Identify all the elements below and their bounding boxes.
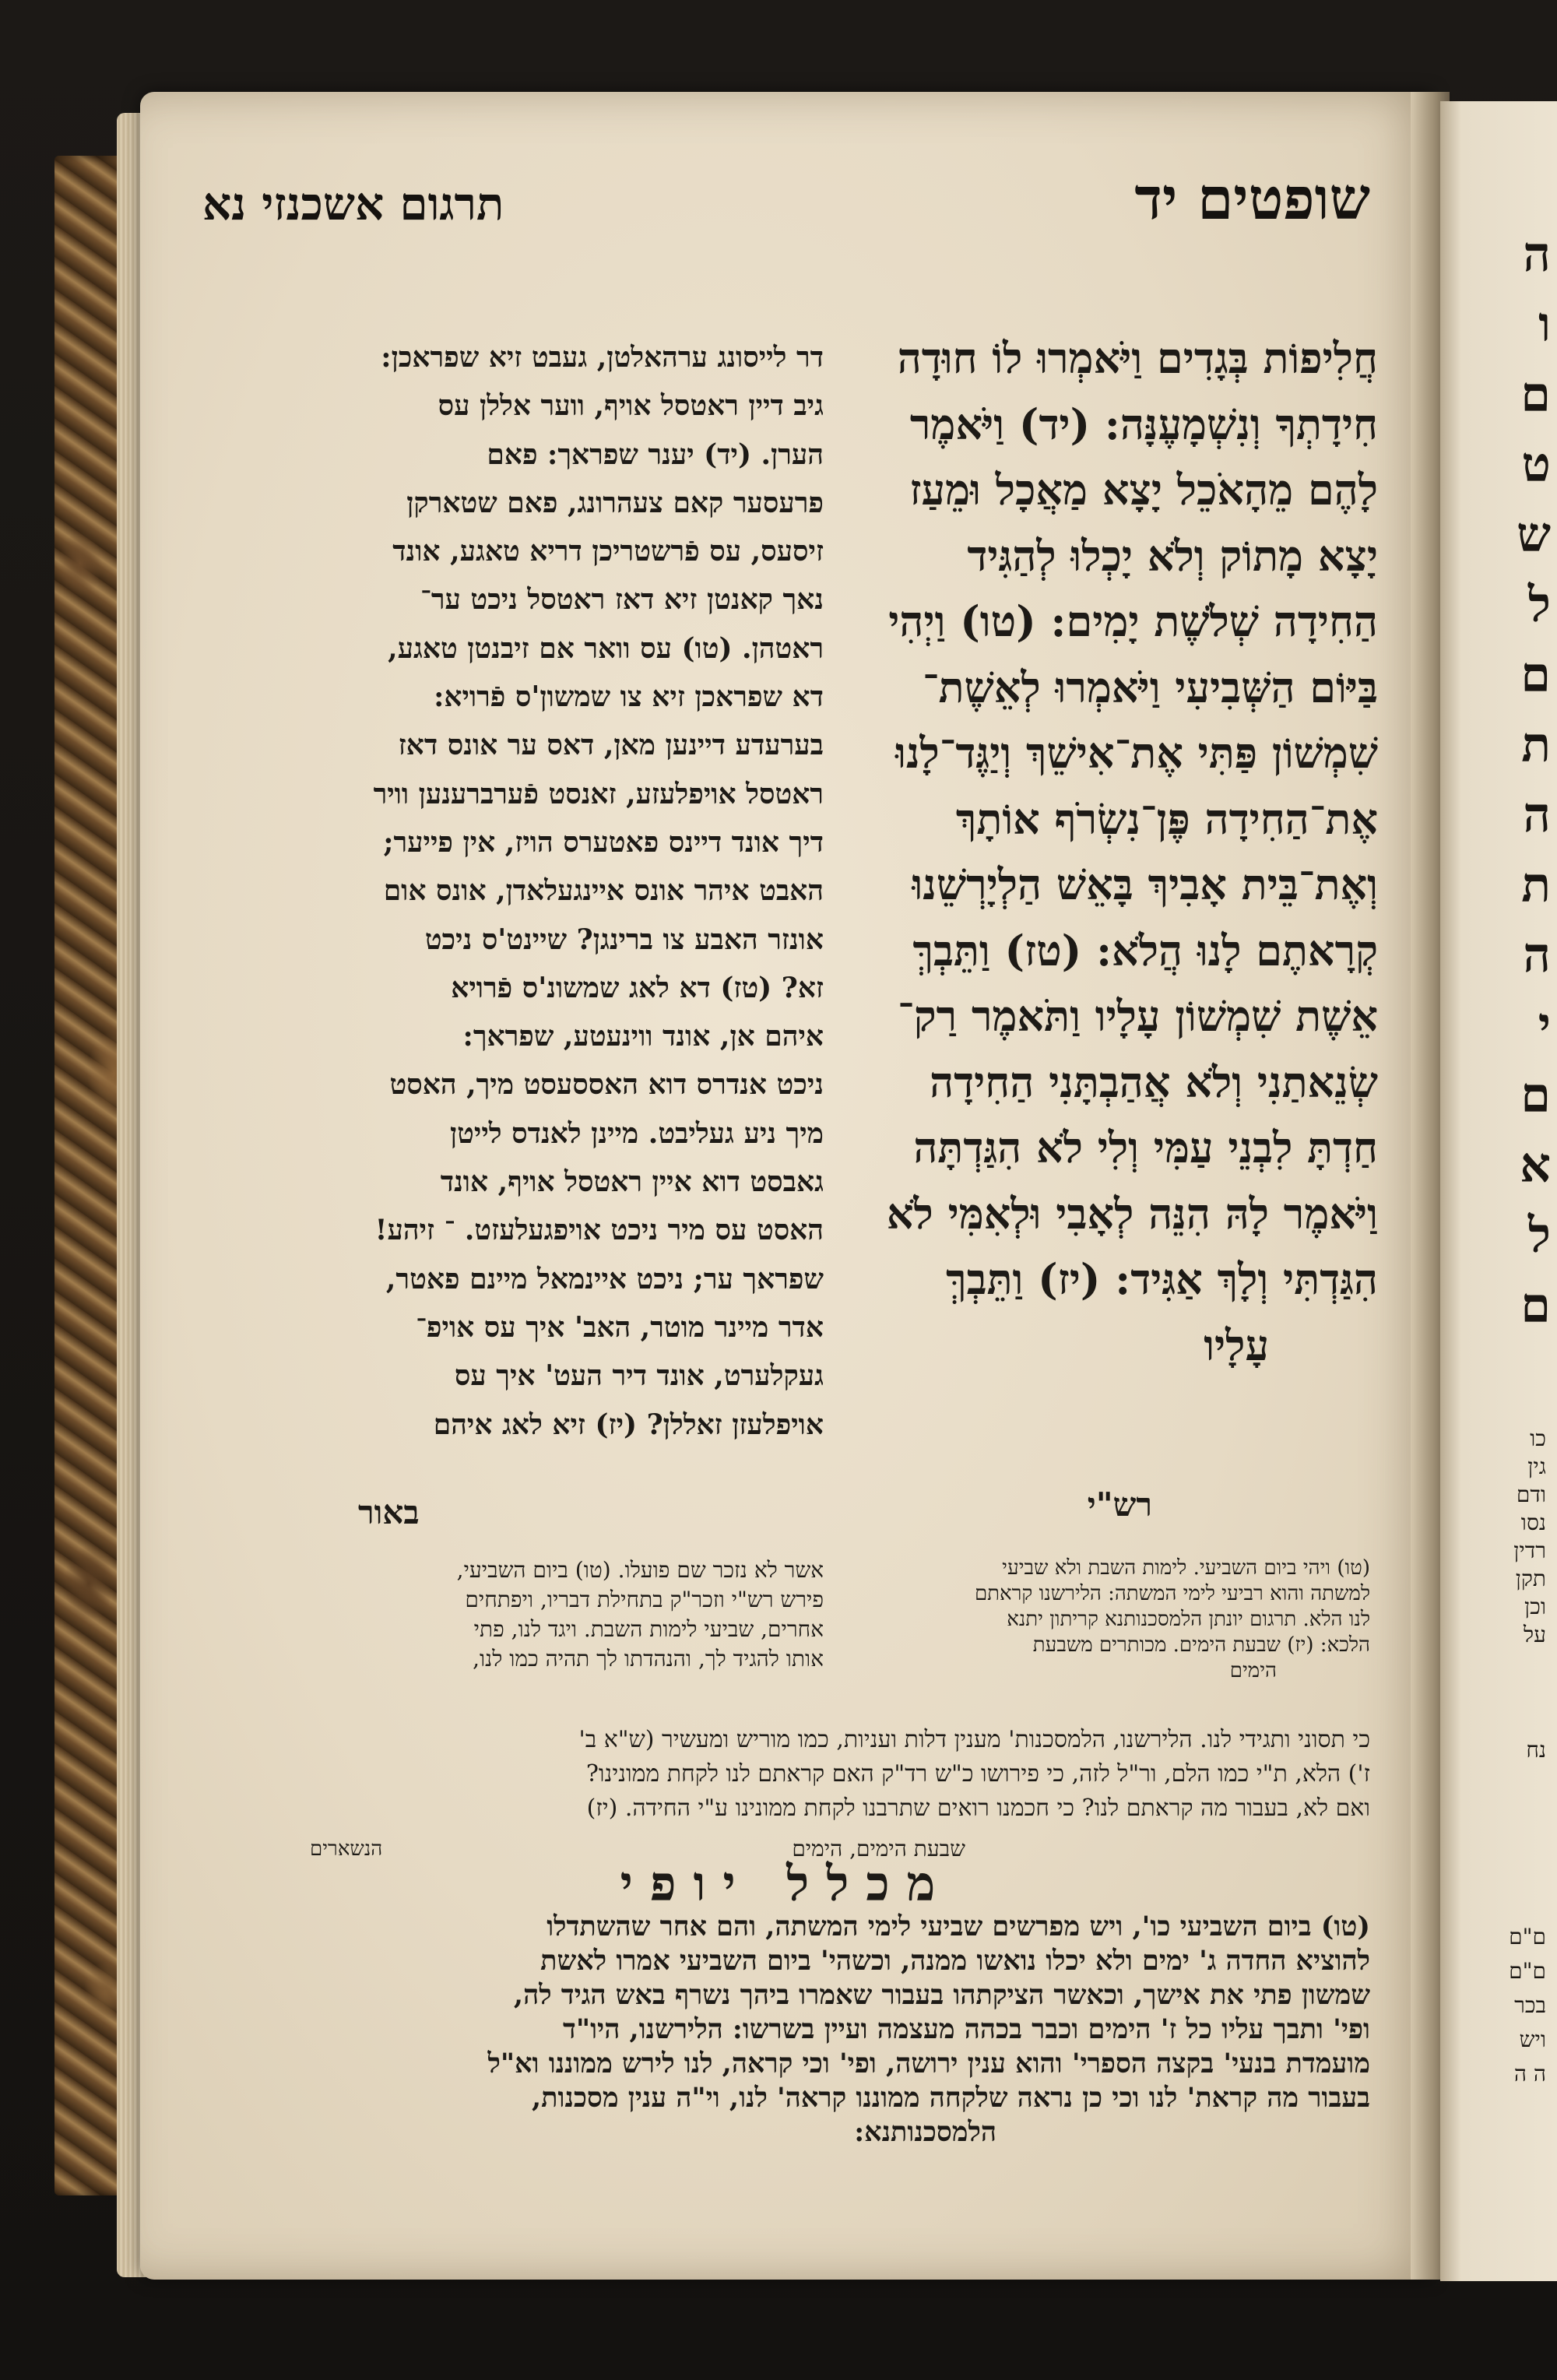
targum-line: דיך אונד דיינס פאטערס הויז, אין פייער;: [383, 825, 824, 859]
verse-line: הַחִידָה שְׁלֹשֶׁת יָמִים: (טו) וַיְהִי: [888, 596, 1378, 646]
michlol-line: בעבור מה קראת' לנו וכי כן נראה שלקחה ממוננו קראה' לנו, וי"ה ענין מסכנות,: [531, 2082, 1370, 2114]
targum-line: ניכט אנדרס דוא האססעסט מיך, האסט: [389, 1068, 824, 1102]
targum-line: ראטסל אויפלעזע, זאנסט פֿערברענען וויר: [373, 777, 824, 810]
next-page-small-text: ודם: [1516, 1482, 1546, 1507]
biur-cont-line: ואם לא, בעבור מה קראתם לנו? כי חכמנו רואים שתרבנו לקחת ממונינו ע"י החידה. (יז): [586, 1795, 1370, 1822]
targum-line: גאבסט דוא איין ראטסל אויף, אונד: [440, 1165, 824, 1199]
verse-line: שְׂנֵאתַנִי וְלֹא אֲהַבְתָּנִי הַחִידָה: [930, 1056, 1378, 1107]
biur-line: אשר לא נזכר שם פועלו. (טו) ביום השביעי,: [456, 1557, 824, 1583]
biur-commentary: [232, 1556, 824, 1674]
next-page-glyph: ם: [1520, 646, 1551, 703]
verse-line: קְרָאתֶם לָנוּ הֲלֹא: (טז) וַתֵּבְךְּ: [912, 925, 1378, 976]
next-page-small-text: וכן: [1524, 1594, 1546, 1619]
rashi-line: הלכא: (יז) שבעת הימים. מכותרים משבעת: [1032, 1633, 1370, 1657]
targum-line: פרעסער קאם צעהרונג, פאם שטארקן: [406, 486, 824, 519]
targum-line: שפראך ער; ניכט איינמאל מיינם פאטר,: [385, 1262, 824, 1295]
rashi-line: (טו) ויהי ביום השביעי. לימות השבת ולא שביעי: [1002, 1556, 1370, 1580]
verse-line: חֲלִיפוֹת בְּגָדִים וַיֹּאמְרוּ לוֹ חוּדָה: [897, 333, 1378, 383]
verse-column: [778, 325, 1378, 1378]
biur-heading: באור: [358, 1493, 420, 1531]
next-page-small-text: נסו: [1520, 1510, 1546, 1535]
targum-line: נאך קאנטן זיא דאז ראטסל ניכט ער־: [420, 583, 824, 617]
running-head-left: תרגום אשכנזי נא: [202, 178, 504, 230]
next-page-glyph: י: [1538, 997, 1551, 1053]
rashi-heading: רש"י: [1087, 1485, 1152, 1524]
michlol-line: שמשון פתי את אישך, וכאשר הציקתהו בעבור שאמרו ביהך נשרף באש הגיד לה,: [513, 1979, 1370, 2011]
biur-tail-right: שבעת הימים, הימים: [792, 1836, 965, 1861]
rashi-line: לנו הלא. תרגום יונתן הלמסכנותנא קריתון יתנא: [1007, 1608, 1370, 1631]
biur-tail-left: הנשארים: [310, 1837, 383, 1861]
targum-line: אונזר האבע צו ברינגן? שיינט'ס ניכט: [424, 923, 824, 956]
michlol-yofi-commentary: [241, 1910, 1370, 2150]
verse-line: אֶת־הַחִידָה פֶּן־נִשְׂרֹף אוֹתָךְ: [955, 793, 1378, 844]
biur-line: אחרים, שביעי לימות השבת. ויגד לנו, פתי: [473, 1616, 824, 1642]
targum-line: מיך ניע געליבט. מיינן לאנדס לייטן: [449, 1116, 824, 1150]
biur-continuation: [232, 1723, 1370, 1861]
next-page-edge: [1440, 101, 1557, 2281]
biur-cont-line: כי תסוני ותגידי לנו. הלירשנו, הלמסכנות' מענין דלות ועניות, כמו מוריש ומעשיר (ש"א ב': [578, 1726, 1370, 1753]
next-page-glyph: ל: [1527, 1207, 1551, 1264]
next-page-small-text: בכר: [1514, 1992, 1546, 2018]
targum-line: האסט עס מיר ניכט אויפגעלעזט. ־ זיהע!: [374, 1214, 824, 1247]
verse-line: לָהֶם מֵהָאֹכֵל יָצָא מַאֲכָל וּמֵעַז: [909, 465, 1378, 515]
next-page-small-text: כו: [1530, 1426, 1546, 1451]
verse-line: הִגַּדְתִּי וְלָךְ אַגִּיד: (יז) וַתֵּבְךְּ: [946, 1254, 1378, 1304]
targum-line: גיב דיין ראטסל אויף, ווער אללן עס: [438, 389, 824, 423]
targum-line: דא שפראכן זיא צו שמשון'ס פֿרויא:: [434, 680, 824, 714]
next-page-small-text: נח: [1526, 1737, 1546, 1763]
targum-line: בערעדע דיינען מאן, דאס ער אונס דאז: [398, 729, 824, 762]
michlol-line: ופי' ותבך עליו כל ז' הימים וכבר בכהה מעצמה ועיין בשרשו: הלירשנו, היו"ד: [563, 2013, 1370, 2045]
targum-line: זיסעס, עס פֿרשטריכן דריא טאגע, אונד: [392, 535, 824, 568]
rashi-line: למשתה והוא רביעי לימי המשתה: הלירשנו קראתם: [974, 1582, 1370, 1605]
next-page-glyph: ט: [1521, 436, 1551, 493]
next-page-glyph: ם: [1520, 366, 1551, 423]
running-head-right: שופטים יד: [1134, 166, 1370, 233]
rashi-line: הימים: [1229, 1659, 1277, 1682]
targum-line: געקלערט, אונד דיר העט' איך עס: [454, 1359, 824, 1393]
targum-line: הערן. (יד) יענר שפראך: פאם: [487, 438, 824, 471]
targum-line: אויפלעזן זאללן? (יז) זיא לאג איהם: [433, 1408, 824, 1441]
next-page-glyph: ש: [1517, 506, 1551, 563]
next-page-glyph: ם: [1520, 1067, 1551, 1123]
biur-cont-line: ז') הלא, ת"י כמו הלם, ור"ל לזה, כי פירושו כ"ש רד"ק האם קראתם לנו לקחת ממונינו?: [585, 1760, 1370, 1788]
targum-line: אדר מיינר מוטר, האב' איך עס אויפ־: [416, 1310, 824, 1344]
next-page-glyph: א: [1520, 1137, 1551, 1194]
next-page-small-text: ם"ם: [1509, 1924, 1546, 1949]
verse-line: וַיֹּאמֶר לָהּ הִנֵּה לְאָבִי וּלְאִמִּי לֹא: [886, 1188, 1378, 1239]
next-page-glyph: ו: [1538, 296, 1551, 353]
rashi-commentary: [794, 1556, 1370, 1684]
next-page-glyph: ה: [1523, 226, 1551, 283]
verse-line: אֵשֶׁת שִׁמְשׁוֹן עָלָיו וַתֹּאמֶר רַק־: [898, 991, 1378, 1041]
targum-line: דר לייסונג ערהאלטן, געבט זיא שפראכן:: [381, 341, 824, 374]
michlol-yofi-heading: מכלל יופי: [620, 1855, 953, 1912]
verse-line: יָצָא מָתוֹק וְלֹא יָכְלוּ לְהַגִּיד: [967, 530, 1378, 581]
next-page-glyph: ל: [1527, 576, 1551, 633]
targum-line: האבט איהר אונס איינגעלאדן, אונס אום: [383, 874, 824, 908]
next-page-small-text: תקן: [1515, 1566, 1546, 1591]
book-page: [140, 92, 1432, 2280]
targum-column: [232, 333, 824, 1449]
next-page-small-text: רדין: [1513, 1538, 1546, 1563]
next-page-glyph: ת: [1521, 716, 1551, 773]
verse-line: חַדְתָּ לִבְנֵי עַמִּי וְלִי לֹא הִגַּדְתָּה: [913, 1123, 1378, 1172]
verse-line: וְאֶת־בֵּית אָבִיךְ בָּאֵשׁ הַלְיָרְשֵׁנוּ: [912, 860, 1378, 909]
targum-line: ראטהן. (טו) עס וואר אם זיבנטן טאגע,: [388, 631, 824, 665]
michlol-line: הלמסכנותנא:: [854, 2116, 996, 2148]
verse-line: בַּיּוֹם הַשְּׁבִיעִי וַיֹּאמְרוּ לְאֵשֶׁת־: [922, 662, 1378, 712]
verse-line: שִׁמְשׁוֹן פַּתִּי אֶת־אִישֵׁךְ וְיַגֶּד־לָנוּ: [895, 728, 1378, 778]
next-page-small-text: ם"ם: [1509, 1958, 1546, 1984]
michlol-line: (טו) ביום השביעי כו', ויש מפרשים שביעי לימי המשתה, והם אחר שהשתדלו: [547, 1911, 1370, 1942]
next-page-glyph: ם: [1520, 1277, 1551, 1334]
verse-line: עָלָיו: [1204, 1320, 1269, 1370]
michlol-line: להוציא החדה ג' ימים ולא יכלו נואשו ממנה, וכשהי' ביום השביעי אמרו לאשת: [540, 1945, 1370, 1977]
michlol-line: מועמדת בנעי' בקצה הספרי' והוא ענין ירושה, ופי' וכי קראה, לנו לירש ממוננו וא"ל: [487, 2048, 1370, 2079]
next-page-glyph: ה: [1523, 926, 1551, 983]
biur-line: פירש רש"י וזכר"ק בתחילת דבריו, ויפתחים: [465, 1587, 824, 1612]
verse-line: חִידָתְךָ וְנִשְׁמָעֶנָּה: (יד) וַיֹּאמֶר: [909, 399, 1378, 449]
next-page-glyph: ה: [1523, 786, 1551, 843]
targum-line: זא? (טז) דא לאג שמשונ'ס פֿרויא: [451, 971, 824, 1004]
next-page-small-text: ה ה: [1513, 2061, 1546, 2086]
next-page-small-text: גין: [1527, 1454, 1546, 1479]
targum-line: איהם אן, אונד ווינעטע, שפראך:: [462, 1020, 824, 1053]
biur-line: אותו להגיד לך, והנהדתו לך תהיה כמו לנו,: [473, 1646, 824, 1672]
next-page-small-text: על: [1524, 1622, 1546, 1647]
next-page-glyph: ת: [1521, 856, 1551, 913]
next-page-small-text: ויש: [1519, 2027, 1546, 2052]
